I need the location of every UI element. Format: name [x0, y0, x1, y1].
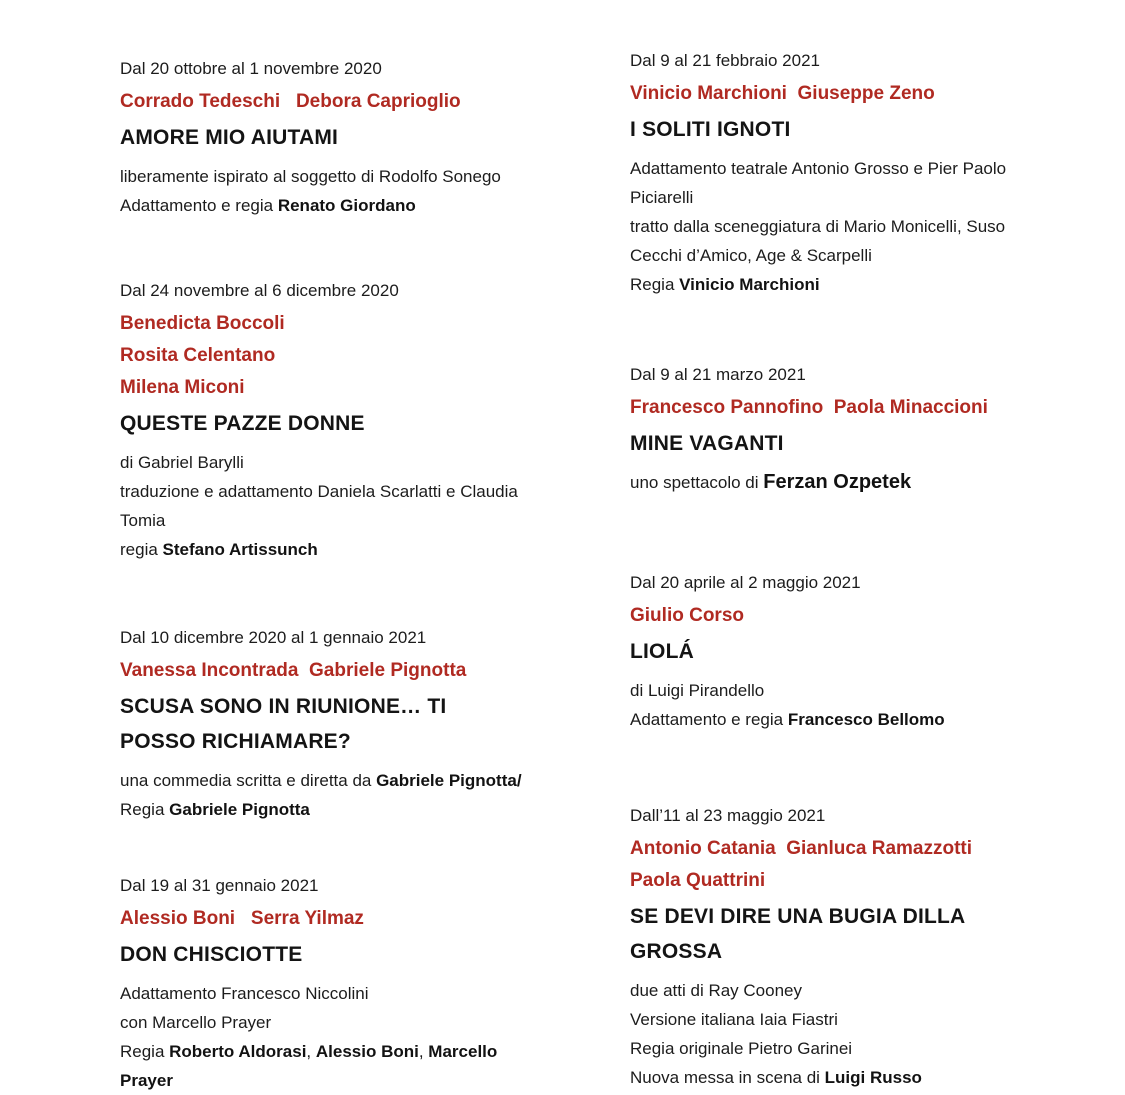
credit-line	[630, 241, 1080, 270]
cast-line: Vanessa Incontrada Gabriele Pignotta	[120, 660, 467, 681]
cast-names	[120, 86, 590, 118]
credit-text: Renato Giordano	[277, 196, 416, 215]
show-dates: Dal 24 novembre al 6 dicembre 2020	[120, 281, 399, 300]
show-title-line: MINE VAGANTI	[630, 432, 784, 455]
credit-text: Adattamento e regia	[120, 196, 278, 215]
cast-line: Giulio Corso	[630, 605, 744, 626]
show-dates: Dall’11 al 23 maggio 2021	[630, 806, 826, 825]
show-title-line: QUESTE PAZZE DONNE	[120, 412, 365, 435]
show-dates: Dal 19 al 31 gennaio 2021	[120, 876, 319, 895]
credit-text: Francesco Bellomo	[787, 710, 945, 729]
credit-text: Adattamento e regia	[630, 710, 788, 729]
cast-names	[630, 392, 1080, 424]
credit-line	[630, 1063, 1080, 1092]
show-title	[120, 689, 590, 759]
credit-text: tratto dalla sceneggiatura di Mario Monicelli, Suso	[630, 217, 1006, 236]
credit-line	[120, 191, 590, 220]
show-block	[120, 277, 590, 564]
credit-text: ,	[418, 1042, 429, 1061]
credit-line	[630, 1005, 1080, 1034]
cast-line: Antonio Catania Gianluca Ramazzotti	[630, 838, 973, 859]
cast-names	[630, 600, 1080, 632]
credit-line	[120, 979, 590, 1008]
credit-text: due atti di Ray Cooney	[630, 981, 802, 1000]
credit-text: liberamente ispirato al soggetto di Rodolfo Sonego	[120, 167, 501, 186]
show-block	[120, 872, 590, 1095]
show-title	[630, 899, 1080, 969]
cast-line: Rosita Celentano	[120, 345, 276, 366]
show-credits	[630, 676, 1080, 734]
credit-line	[120, 535, 590, 564]
credit-text: Piciarelli	[630, 188, 694, 207]
show-credits	[120, 162, 590, 220]
credit-text: Roberto Aldorasi	[169, 1042, 307, 1061]
show-title-line: AMORE MIO AIUTAMI	[120, 126, 339, 149]
credit-line	[120, 1008, 590, 1037]
cast-names	[120, 308, 590, 404]
cast-line: Benedicta Boccoli	[120, 313, 285, 334]
credit-text: di Luigi Pirandello	[630, 681, 765, 700]
credit-text: Alessio Boni	[315, 1042, 419, 1061]
show-credits	[630, 976, 1080, 1092]
credit-text: Ferzan Ozpetek	[763, 471, 912, 493]
credit-text: Regia	[630, 275, 680, 294]
credit-line	[120, 1066, 590, 1095]
cast-line: Francesco Pannofino Paola Minaccioni	[630, 397, 988, 418]
show-dates: Dal 10 dicembre 2020 al 1 gennaio 2021	[120, 628, 427, 647]
credit-line	[120, 766, 590, 795]
credit-text: Stefano Artissunch	[162, 540, 318, 559]
show-block	[630, 569, 1080, 734]
credit-line	[630, 1034, 1080, 1063]
cast-names	[120, 655, 590, 687]
show-dates: Dal 9 al 21 febbraio 2021	[630, 51, 820, 70]
credit-line	[120, 506, 590, 535]
credit-line	[630, 676, 1080, 705]
credit-text: Gabriele Pignotta/	[376, 771, 522, 790]
show-block	[630, 47, 1080, 299]
credit-line	[630, 183, 1080, 212]
show-dates: Dal 20 ottobre al 1 novembre 2020	[120, 59, 382, 78]
cast-line: Vinicio Marchioni Giuseppe Zeno	[630, 83, 935, 104]
show-block	[120, 624, 590, 824]
show-block	[630, 802, 1080, 1092]
credit-text: Regia	[120, 1042, 170, 1061]
show-block	[120, 55, 590, 220]
show-title-line: SCUSA SONO IN RIUNIONE… TI	[120, 695, 447, 718]
cast-names	[630, 833, 1080, 897]
credit-text: Nuova messa in scena di	[630, 1068, 825, 1087]
show-credits	[120, 448, 590, 564]
credit-line	[630, 976, 1080, 1005]
credit-text: ,	[306, 1042, 316, 1061]
credit-text: Tomia	[120, 511, 166, 530]
column-left	[120, 55, 590, 1095]
show-title-line: GROSSA	[630, 940, 723, 963]
show-title-line: LIOLÁ	[630, 640, 694, 663]
credit-text: Prayer	[120, 1071, 173, 1090]
show-title	[630, 112, 1080, 147]
credit-text: Regia	[120, 800, 170, 819]
cast-line: Corrado Tedeschi Debora Caprioglio	[120, 91, 461, 112]
show-credits	[630, 154, 1080, 299]
credit-line	[120, 1037, 590, 1066]
show-title	[630, 634, 1080, 669]
show-credits	[630, 468, 1080, 497]
credit-line	[120, 795, 590, 824]
cast-names	[630, 78, 1080, 110]
show-title-line: DON CHISCIOTTE	[120, 943, 303, 966]
credit-line	[120, 477, 590, 506]
credit-text: Cecchi d’Amico, Age & Scarpelli	[630, 246, 872, 265]
credit-text: di Gabriel Barylli	[120, 453, 244, 472]
show-credits	[120, 766, 590, 824]
cast-line: Paola Quattrini	[630, 870, 766, 891]
show-title	[120, 120, 590, 155]
credit-line	[630, 212, 1080, 241]
cast-line: Alessio Boni Serra Yilmaz	[120, 908, 364, 929]
credit-text: Regia originale Pietro Garinei	[630, 1039, 853, 1058]
credit-line	[630, 468, 1080, 497]
credit-text: traduzione e adattamento Daniela Scarlatti e Claudia	[120, 482, 518, 501]
credit-text: regia	[120, 540, 163, 559]
cast-names	[120, 903, 590, 935]
show-title-line: POSSO RICHIAMARE?	[120, 730, 351, 753]
column-right	[630, 47, 1080, 1092]
cast-line: Milena Miconi	[120, 377, 245, 398]
credit-line	[630, 705, 1080, 734]
credit-text: una commedia scritta e diretta da	[120, 771, 377, 790]
show-credits	[120, 979, 590, 1095]
show-dates: Dal 20 aprile al 2 maggio 2021	[630, 573, 861, 592]
credit-text: Vinicio Marchioni	[679, 275, 820, 294]
show-title-line: I SOLITI IGNOTI	[630, 118, 791, 141]
show-title-line: SE DEVI DIRE UNA BUGIA DILLA	[630, 905, 966, 928]
credit-text: Adattamento Francesco Niccolini	[120, 984, 369, 1003]
credit-line	[630, 154, 1080, 183]
credit-line	[630, 270, 1080, 299]
credit-text: Adattamento teatrale Antonio Grosso e Pier Paolo	[630, 159, 1007, 178]
credit-text: con Marcello Prayer	[120, 1013, 272, 1032]
show-title	[120, 406, 590, 441]
credit-text: Luigi Russo	[824, 1068, 922, 1087]
credit-line	[120, 448, 590, 477]
credit-text: Versione italiana Iaia Fiastri	[630, 1010, 838, 1029]
show-dates: Dal 9 al 21 marzo 2021	[630, 365, 806, 384]
show-title	[630, 426, 1080, 461]
credit-line	[120, 162, 590, 191]
show-title	[120, 937, 590, 972]
credit-text: uno spettacolo di	[630, 473, 764, 492]
credit-text: Gabriele Pignotta	[169, 800, 310, 819]
show-block	[630, 361, 1080, 497]
credit-text: Marcello	[428, 1042, 498, 1061]
